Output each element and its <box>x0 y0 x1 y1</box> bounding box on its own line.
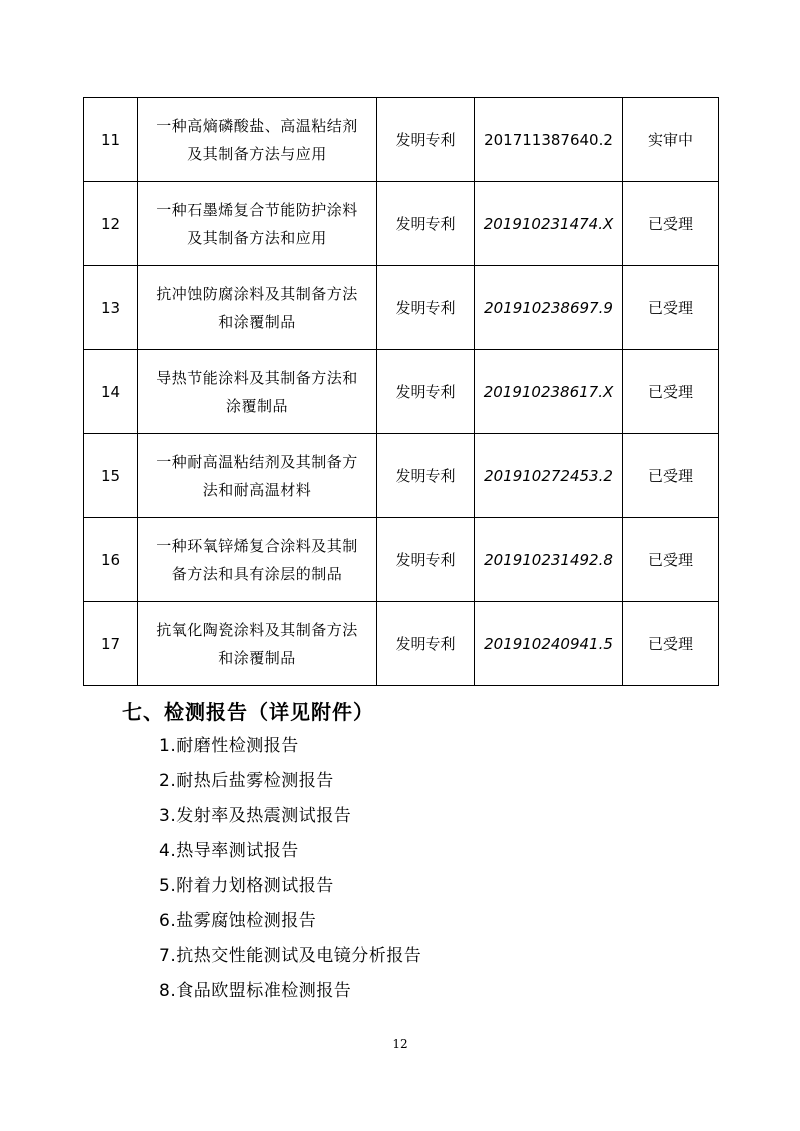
row-number: 11 <box>84 98 138 182</box>
patent-name-line: 涂覆制品 <box>225 396 288 415</box>
patent-name-line: 一种环氧锌烯复合涂料及其制 <box>156 536 358 555</box>
patent-type: 发明专利 <box>377 434 475 518</box>
row-number: 16 <box>84 518 138 602</box>
report-item: 3.发射率及热震测试报告 <box>159 806 352 826</box>
application-number: 201910231492.8 <box>475 518 623 602</box>
patent-name <box>138 350 377 434</box>
row-number: 17 <box>84 602 138 686</box>
patent-name <box>138 434 377 518</box>
application-number: 201910238697.9 <box>475 266 623 350</box>
patent-name-line: 抗冲蚀防腐涂料及其制备方法 <box>156 284 358 303</box>
report-item: 6.盐雾腐蚀检测报告 <box>159 911 317 931</box>
table-row <box>84 602 719 686</box>
patent-name-line: 备方法和具有涂层的制品 <box>171 564 343 583</box>
table-row <box>84 182 719 266</box>
patent-type: 发明专利 <box>377 518 475 602</box>
application-number: 201910238617.X <box>475 350 623 434</box>
patent-type: 发明专利 <box>377 350 475 434</box>
patent-status: 已受理 <box>623 518 719 602</box>
patent-status: 已受理 <box>623 182 719 266</box>
patent-type: 发明专利 <box>377 182 475 266</box>
row-number: 14 <box>84 350 138 434</box>
table-row <box>84 434 719 518</box>
table-row <box>84 518 719 602</box>
table-row <box>84 266 719 350</box>
patent-status: 实审中 <box>623 98 719 182</box>
patent-name-line: 一种耐高温粘结剂及其制备方 <box>156 452 358 471</box>
patent-name <box>138 518 377 602</box>
patent-name-line: 及其制备方法与应用 <box>187 144 327 163</box>
patent-name-line: 和涂覆制品 <box>218 648 296 667</box>
report-list <box>159 734 421 1014</box>
patent-table <box>83 97 719 686</box>
report-item: 1.耐磨性检测报告 <box>159 736 299 756</box>
report-item: 8.食品欧盟标准检测报告 <box>159 981 352 1001</box>
patent-name-line: 及其制备方法和应用 <box>187 228 327 247</box>
patent-status: 已受理 <box>623 434 719 518</box>
table-row <box>84 350 719 434</box>
report-item: 7.抗热交性能测试及电镜分析报告 <box>159 946 422 966</box>
patent-name <box>138 182 377 266</box>
patent-status: 已受理 <box>623 350 719 434</box>
patent-name <box>138 266 377 350</box>
patent-type: 发明专利 <box>377 266 475 350</box>
row-number: 15 <box>84 434 138 518</box>
patent-table-body <box>84 98 719 686</box>
section-heading: 七、检测报告（详见附件） <box>122 700 374 724</box>
patent-status: 已受理 <box>623 602 719 686</box>
patent-type: 发明专利 <box>377 98 475 182</box>
report-item: 5.附着力划格测试报告 <box>159 876 334 896</box>
patent-name-line: 导热节能涂料及其制备方法和 <box>156 368 358 387</box>
patent-name-line: 法和耐高温材料 <box>202 480 312 499</box>
patent-name <box>138 602 377 686</box>
patent-name <box>138 98 377 182</box>
application-number: 201711387640.2 <box>475 98 623 182</box>
report-item: 4.热导率测试报告 <box>159 841 299 861</box>
table-row <box>84 98 719 182</box>
row-number: 13 <box>84 266 138 350</box>
patent-name-line: 一种高熵磷酸盐、高温粘结剂 <box>156 116 358 135</box>
application-number: 201910272453.2 <box>475 434 623 518</box>
patent-name-line: 和涂覆制品 <box>218 312 296 331</box>
patent-type: 发明专利 <box>377 602 475 686</box>
patent-status: 已受理 <box>623 266 719 350</box>
patent-name-line: 抗氧化陶瓷涂料及其制备方法 <box>156 620 358 639</box>
application-number: 201910240941.5 <box>475 602 623 686</box>
row-number: 12 <box>84 182 138 266</box>
patent-name-line: 一种石墨烯复合节能防护涂料 <box>156 200 358 219</box>
application-number: 201910231474.X <box>475 182 623 266</box>
page-number: 12 <box>392 1037 408 1051</box>
report-item: 2.耐热后盐雾检测报告 <box>159 771 334 791</box>
